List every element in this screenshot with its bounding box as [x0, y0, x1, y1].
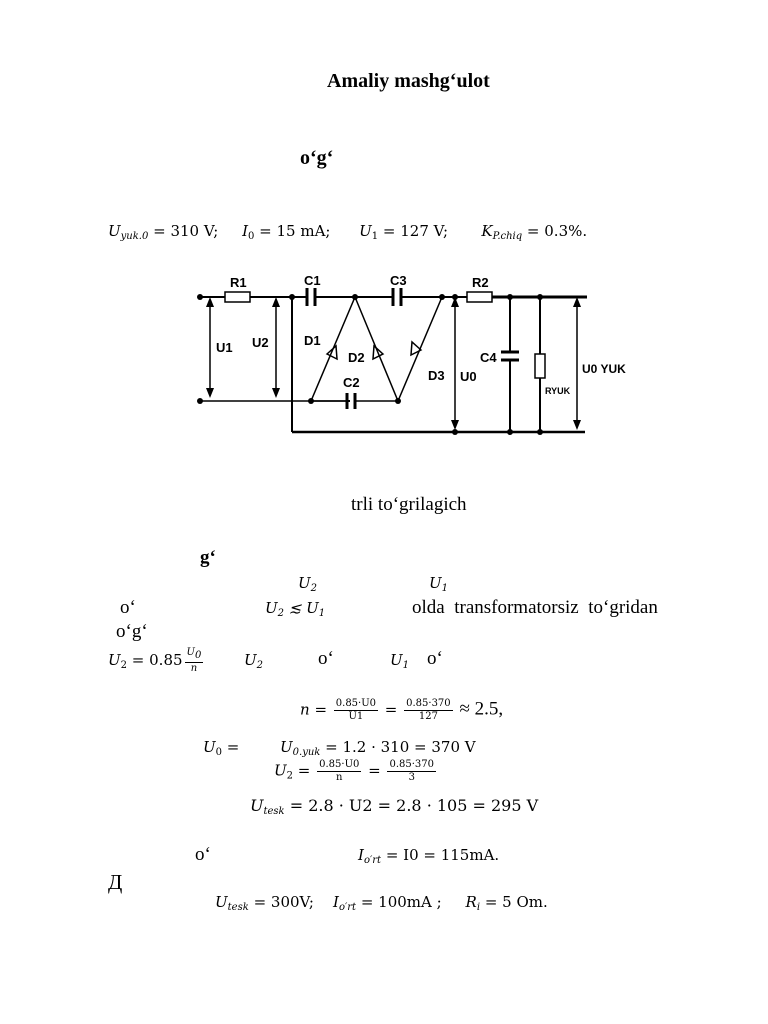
label-d3: D3: [428, 368, 445, 383]
label-d2: D2: [348, 350, 365, 365]
given-uyuk0: 310 V;: [170, 222, 219, 240]
line1-u1: $U_1$: [429, 574, 449, 594]
label-c1: C1: [304, 273, 321, 288]
label-r1: R1: [230, 275, 247, 290]
given-u1: 127 V;: [400, 222, 449, 240]
line2-left: o‘: [120, 597, 136, 618]
given-i0: 15 mA;: [276, 222, 331, 240]
figure-caption: trli to‘grilagich: [351, 494, 467, 515]
current-prefix: o‘: [195, 844, 211, 865]
line4-u1: $U_1$: [390, 651, 410, 671]
line4-formula: $U_2 = 0.85$ $\frac{U_0}{n}$: [108, 647, 202, 674]
label-u0yuk: U0 YUK: [582, 362, 626, 376]
label-r2: R2: [472, 275, 489, 290]
line4-u2: $U_2$: [244, 651, 264, 671]
line2-condition: $U_2$ ≲ $U_1$: [265, 599, 326, 619]
equation-u0: $U_0$ =: [203, 738, 240, 758]
line1-u2: $U_2$: [298, 574, 318, 594]
line4-o2: o‘: [427, 648, 443, 669]
equation-u0-rhs: $U_{0.yuk} = 1.2 \cdot 310 = 370$ V: [280, 738, 476, 758]
label-u1: U1: [216, 340, 233, 355]
label-u0: U0: [460, 369, 477, 384]
label-c4: C4: [480, 350, 497, 365]
line3-text: o‘g‘: [116, 621, 148, 642]
equation-current: $I_{o'rt} = I0 = 115mA$.: [358, 846, 500, 866]
given-values: $U_{yuk.0} = 310$ V; $I_0 = 15$ mA; $U_1 = 127$ V; $K_{P.chiq} = 0.3\%$.: [108, 222, 588, 242]
section-heading: g‘: [200, 547, 216, 568]
page-title: Amaliy mashg‘ulot: [327, 70, 490, 92]
label-c2: C2: [343, 375, 360, 390]
equation-utesk: $U_{tesk} = 2.8 \cdot U2 = 2.8 \cdot 105 = 295$ V: [250, 796, 539, 817]
label-ryuk: RYUK: [545, 386, 571, 396]
page-subtitle: o‘g‘: [300, 147, 334, 169]
line4-o1: o‘: [318, 648, 334, 669]
label-c3: C3: [390, 273, 407, 288]
equation-n: n = $\frac{0.85\cdot U0}{U1}$ = $\frac{0.85\cdot 370}{127}$ ≈ 2.5,: [300, 698, 504, 722]
label-u2: U2: [252, 335, 269, 350]
voltage-multiplier-circuit: [190, 270, 630, 440]
equation-u2: $U_2$ = $\frac{0.85\cdot U0}{n}$ = $\frac{0.85\cdot 370}{3}$: [274, 759, 435, 783]
label-d1: D1: [304, 333, 321, 348]
line2-right: olda transformatorsiz to‘gridan: [412, 597, 658, 618]
d-letter: Д: [108, 870, 123, 894]
final-values: $U_{tesk} = 300V$; $I_{o'rt} = 100mA$ ; $R_i = 5$ Om.: [215, 893, 548, 913]
given-kp: 0.3%.: [544, 222, 588, 240]
